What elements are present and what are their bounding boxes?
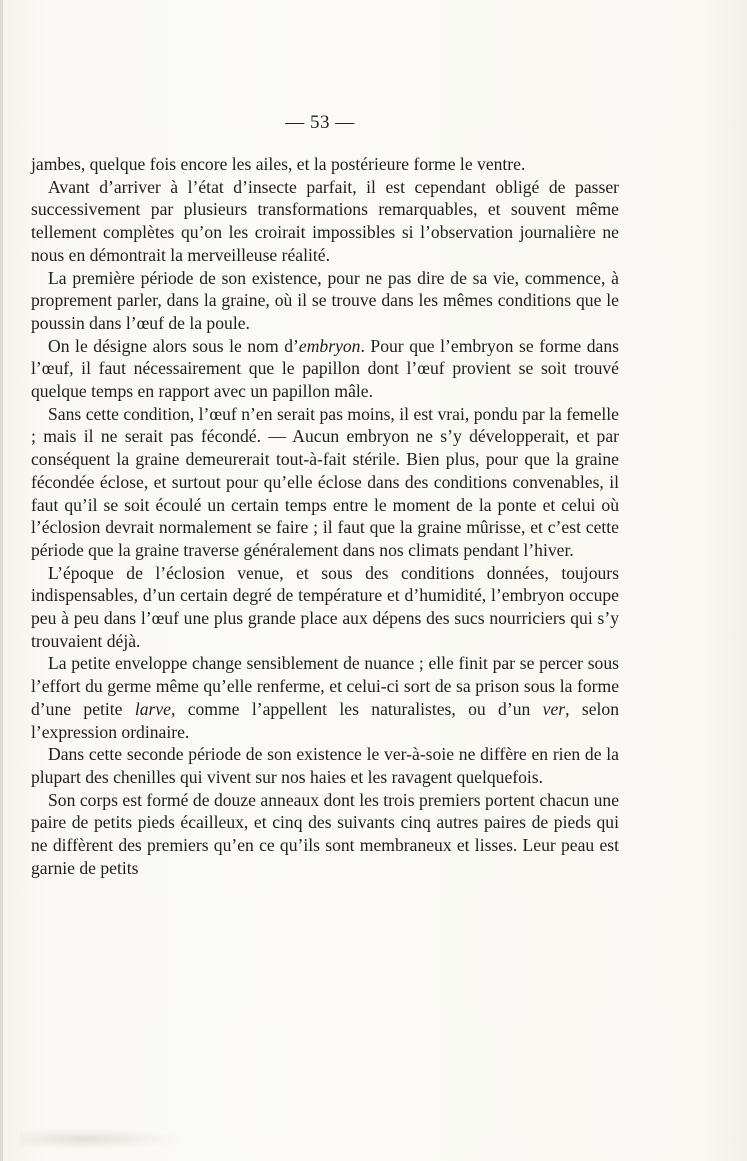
paragraph (31, 176, 619, 267)
text-run: . Pour que l’embryon se forme dans l’œuf, il faut nécessairement que le papillon dont l’œuf provient se soit trouvé quelque temps en rapport avec un papillon mâle. (31, 335, 619, 402)
text-run: , comme l’appellent les naturalistes, ou d’un (170, 698, 543, 719)
paragraph (31, 743, 619, 788)
text-run: Son corps est formé de douze anneaux dont les trois premiers portent chacun une paire de petits pieds écailleux, et cinq des suivants cinq autres paires de pieds qui ne diffèrent des premiers qu’en ce qu’ils sont membraneux et lisses. Leur peau est garnie de petits (31, 789, 619, 878)
paragraph (31, 153, 619, 176)
body-text (31, 153, 619, 880)
paragraph (31, 652, 619, 743)
italic-term: embryon (298, 335, 361, 356)
paragraph (31, 789, 619, 880)
text-run: Dans cette seconde période de son existence le ver-à-soie ne diffère en rien de la plupart des chenilles qui vivent sur nos haies et les ravagent quelquefois. (31, 744, 619, 787)
paragraph (31, 403, 619, 562)
text-run: La petite enveloppe change sensiblement de nuance ; elle finit par se percer sous l’effort du germe même qu’elle renferme, et celui-ci sort de sa prison sous la forme d’une petite (31, 653, 619, 719)
text-run: jambes, quelque fois encore les ailes, et la postérieure forme le ventre. (31, 154, 526, 174)
paragraph (31, 267, 619, 335)
page-smudge (20, 1128, 180, 1150)
page-edge (0, 0, 3, 1161)
text-run: , selon l’expression ordinaire. (31, 698, 619, 742)
italic-term: ver (542, 698, 566, 719)
text-run: On le désigne alors sous le nom d’ (48, 335, 299, 356)
text-run: L’époque de l’éclosion venue, et sous des conditions données, toujours indispensables, d’un certain degré de température et d’humidité, l’embryon occupe peu à peu dans l’œuf une plus grande place aux dépens des sucs nourriciers qui s’y trouvaient déjà. (31, 562, 619, 651)
italic-term: larve (134, 698, 171, 719)
paragraph (31, 562, 619, 653)
text-run: Avant d’arriver à l’état d’insecte parfait, il est cependant obligé de passer successivement par plusieurs transformations remarquables, et souvent même tellement complètes qu’on les croirait impossibles si l’observation journalière ne nous en démontrait la merveilleuse réalité. (31, 176, 619, 265)
text-run: Sans cette condition, l’œuf n’en serait pas moins, il est vrai, pondu par la femelle ; mais il ne serait pas fécondé. — Aucun embryon ne s’y développerait, et par conséquent la graine demeurerait tout-à-fait stérile. Bien plus, pour que la graine fécondée éclose, et surtout pour qu’elle éclose dans des conditions convenables, il faut qu’il se soit écoulé un certain temps entre le moment de la ponte et celui où l’éclosion devrait normalement se faire ; il faut que la graine mûrisse, et c’est cette période que la graine traverse généralement dans nos climats pendant l’hiver. (31, 403, 619, 560)
text-run: La première période de son existence, pour ne pas dire de sa vie, commence, à proprement parler, dans la graine, où il se trouve dans les mêmes conditions que le poussin dans l’œuf de la poule. (31, 267, 619, 333)
page-number: — 53 — (285, 112, 355, 133)
paragraph (31, 335, 619, 403)
